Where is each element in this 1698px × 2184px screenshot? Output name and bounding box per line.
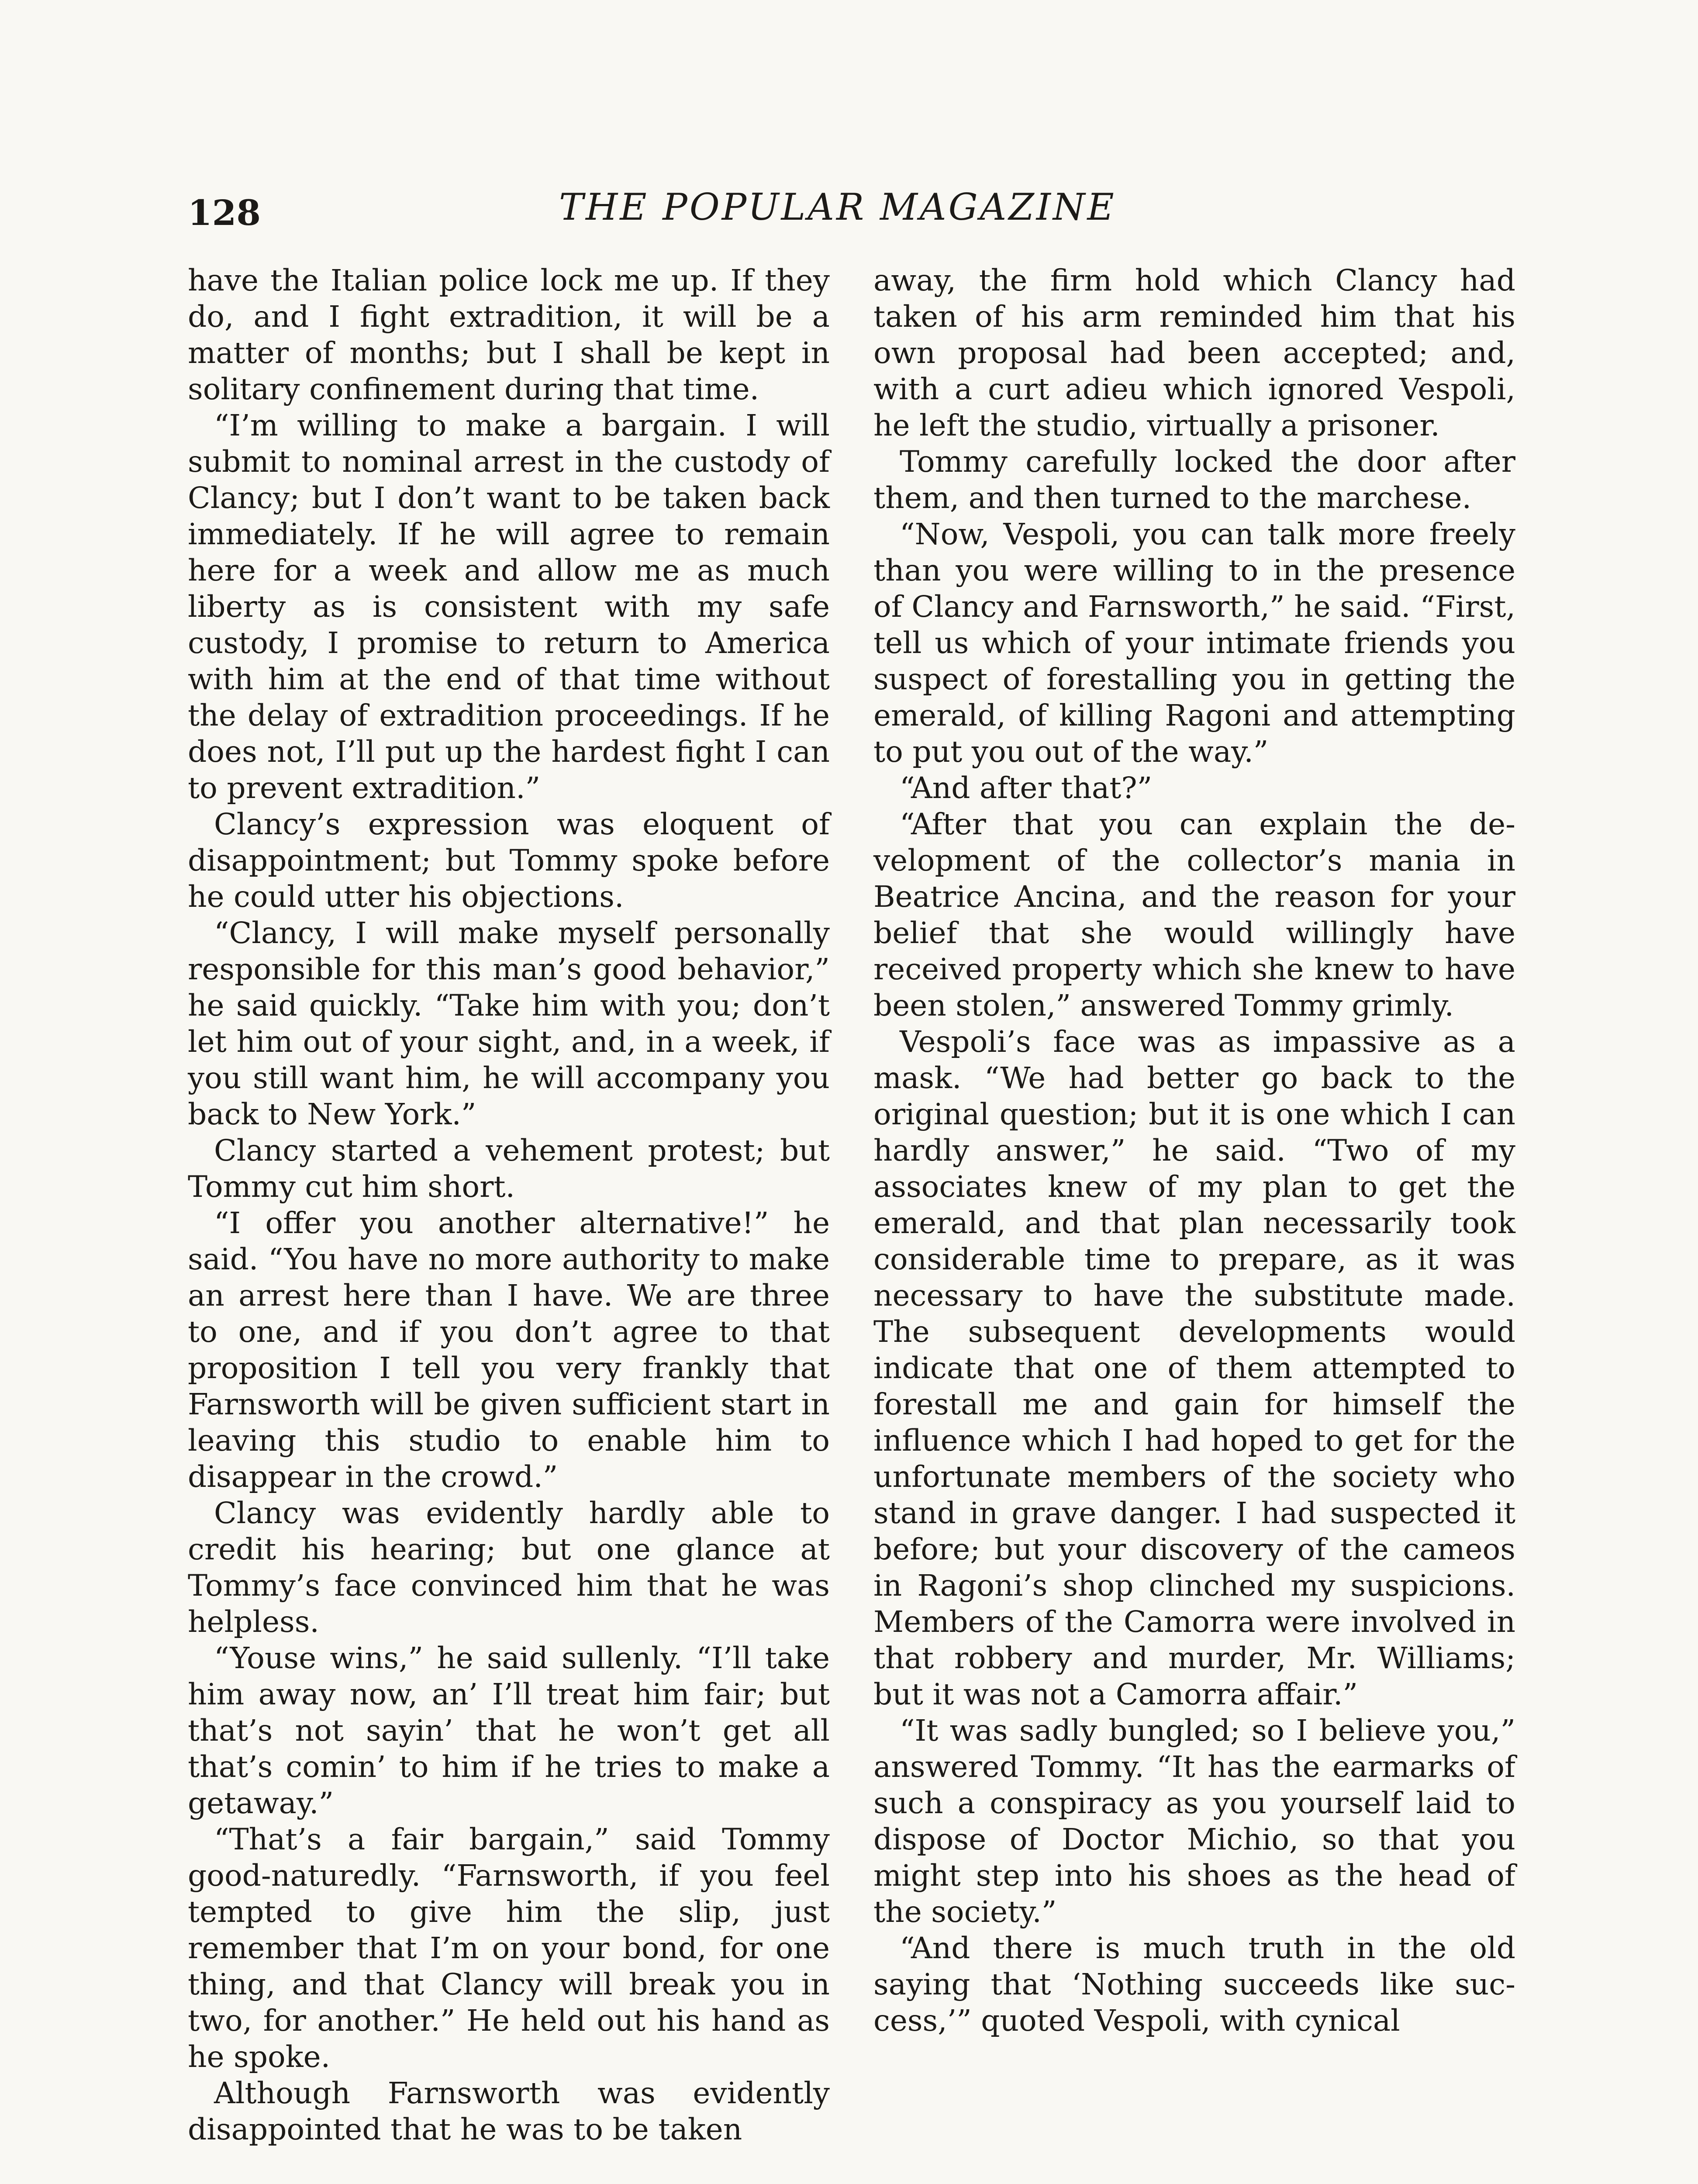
- paragraph: “Youse wins,” he said sullenly. “I’ll take him away now, an’ I’ll treat him fair; but that’s not sayin’ that he won’t get all that’s comin’ to him if he tries to make a getaway.”: [188, 1641, 830, 1820]
- paragraph: Clancy’s expression was eloquent of disappointment; but Tommy spoke before he could utter his objections.: [188, 807, 830, 914]
- paragraph: have the Italian police lock me up. If they do, and I fight extradition, it will be a matter of months; but I shall be kept in solitary confinement during that time.: [188, 263, 830, 406]
- paragraph: “And there is much truth in the old saying that ‘Nothing succeeds like success,’” quoted Vespoli, with cynical: [873, 1931, 1515, 2038]
- paragraph: Vespoli’s face was as impassive as a mask. “We had better go back to the original question; but it is one which I can hardly answer,” he said. “Two of my associates knew of my plan to get the emerald, and that plan necessarily took considerable time to prepare, as it was necessary to have the substitute made. The subsequent developments would indicate that one of them attempted to forestall me and gain for himself the influence which I had hoped to get for the unfortunate members of the society who stand in grave danger. I had suspected it before; but your discovery of the cameos in Ragoni’s shop clinched my suspicions. Members of the Camorra were involved in that robbery and murder, Mr. Williams; but it was not a Camorra affair.”: [873, 1024, 1515, 1711]
- paragraph: “I’m willing to make a bargain. I will submit to nominal arrest in the custody of Clancy; but I don’t want to be taken back immediately. If he will agree to remain here for a week and allow me as much liberty as is consistent with my safe custody, I promise to return to America with him at the end of that time without the delay of extradition proceedings. If he does not, I’ll put up the hardest fight I can to prevent extradition.”: [188, 408, 830, 805]
- right-column: [873, 262, 1515, 2039]
- running-head: THE POPULAR MAGAZINE: [559, 186, 1116, 228]
- paragraph: “And after that?”: [900, 771, 1153, 805]
- paragraph: “After that you can explain the development of the collector’s mania in Beatrice Ancina, and the reason for your belief that she would willingly have received property which she knew to have been stolen,” answered Tommy grimly.: [873, 807, 1515, 1023]
- paragraph: Tommy carefully locked the door after them, and then turned to the marchese.: [873, 444, 1515, 515]
- paragraph: “Clancy, I will make myself personally responsible for this man’s good behavior,” he said quickly. “Take him with you; don’t let him out of your sight, and, in a week, if you still want him, he will accompany you back to New York.”: [188, 916, 830, 1131]
- left-column: [188, 262, 830, 2147]
- paragraph: “Now, Vespoli, you can talk more freely than you were willing to in the presence of Clancy and Farnsworth,” he said. “First, tell us which of your intimate friends you suspect of forestalling you in getting the emerald, of killing Ragoni and attempting to put you out of the way.”: [873, 517, 1515, 769]
- page-number: 128: [188, 192, 261, 233]
- paragraph: Although Farnsworth was evidently disappointed that he was to be taken: [188, 2076, 830, 2146]
- paragraph: “I offer you another alternative!” he said. “You have no more authority to make an arrest here than I have. We are three to one, and if you don’t agree to that proposition I tell you very frankly that Farnsworth will be given sufficient start in leaving this studio to enable him to disappear in the crowd.”: [188, 1206, 830, 1494]
- paragraph: Clancy was evidently hardly able to credit his hearing; but one glance at Tommy’s face convinced him that he was helpless.: [188, 1496, 830, 1639]
- paragraph: Clancy started a vehement protest; but Tommy cut him short.: [188, 1133, 830, 1204]
- paragraph: away, the firm hold which Clancy had taken of his arm reminded him that his own proposal had been accepted; and, with a curt adieu which ignored Vespoli, he left the studio, virtually a prisoner.: [873, 263, 1515, 442]
- paragraph: “That’s a fair bargain,” said Tommy good-naturedly. “Farnsworth, if you feel tempted to give him the slip, just remember that I’m on your bond, for one thing, and that Clancy will break you in two, for another.” He held out his hand as he spoke.: [188, 1822, 830, 2074]
- paragraph: “It was sadly bungled; so I believe you,” answered Tommy. “It has the earmarks of such a conspiracy as you yourself laid to dispose of Doctor Michio, so that you might step into his shoes as the head of the society.”: [873, 1713, 1515, 1929]
